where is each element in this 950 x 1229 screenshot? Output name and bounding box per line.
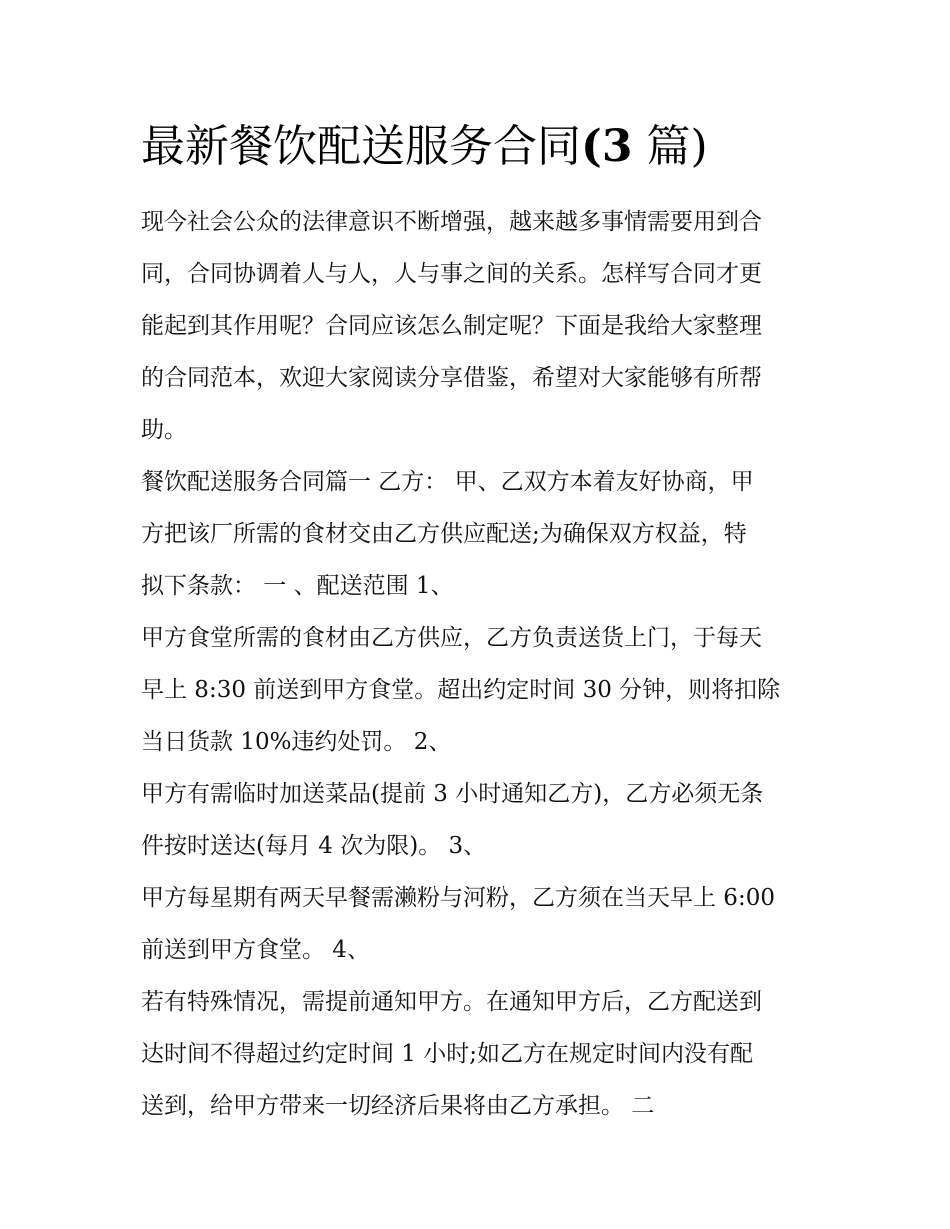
title-open-paren: ( [581,121,602,172]
body-line: 若有特殊情况，需提前通知甲方。在通知甲方后，乙方配送到 [141,989,762,1015]
document-title [141,112,821,182]
body-line: 的合同范本，欢迎大家阅读分享借鉴，希望对大家能够有所帮 [141,365,762,391]
body-line: 拟下条款： 一 、配送范围 1、 [141,573,454,599]
body-line: 能起到其作用呢？合同应该怎么制定呢？下面是我给大家整理 [141,313,762,339]
body-line: 送到，给甲方带来一切经济后果将由乙方承担。 二 [141,1093,655,1119]
body-line: 达时间不得超过约定时间 1 小时;如乙方在规定时间内没有配 [141,1041,754,1067]
body-line: 甲方每星期有两天早餐需濑粉与河粉，乙方须在当天早上 6:00 [141,885,775,911]
body-line: 前送到甲方食堂。 4、 [141,937,370,963]
body-line: 餐饮配送服务合同篇一 乙方： 甲、乙双方本着友好协商，甲 [141,469,754,495]
body-line: 早上 8:30 前送到甲方食堂。超出约定时间 30 分钟，则将扣除 [141,677,781,703]
title-suffix: 篇) [632,121,708,172]
body-line: 方把该厂所需的食材交由乙方供应配送;为确保双方权益，特 [141,521,747,547]
body-line: 当日货款 10%违约处罚。 2、 [141,729,452,755]
title-text: 最新餐饮配送服务合同 [141,121,581,172]
body-line: 同，合同协调着人与人，人与事之间的关系。怎样写合同才更 [141,261,762,287]
title-number: 3 [601,121,633,172]
body-line: 甲方食堂所需的食材由乙方供应，乙方负责送货上门，于每天 [141,625,762,651]
document-body [141,196,821,1132]
body-line: 助。 [141,417,187,443]
body-line: 现今社会公众的法律意识不断增强，越来越多事情需要用到合 [141,209,762,235]
body-line: 甲方有需临时加送菜品(提前 3 小时通知乙方)，乙方必须无条 [141,781,764,807]
body-line: 件按时送达(每月 4 次为限)。 3、 [141,833,487,859]
